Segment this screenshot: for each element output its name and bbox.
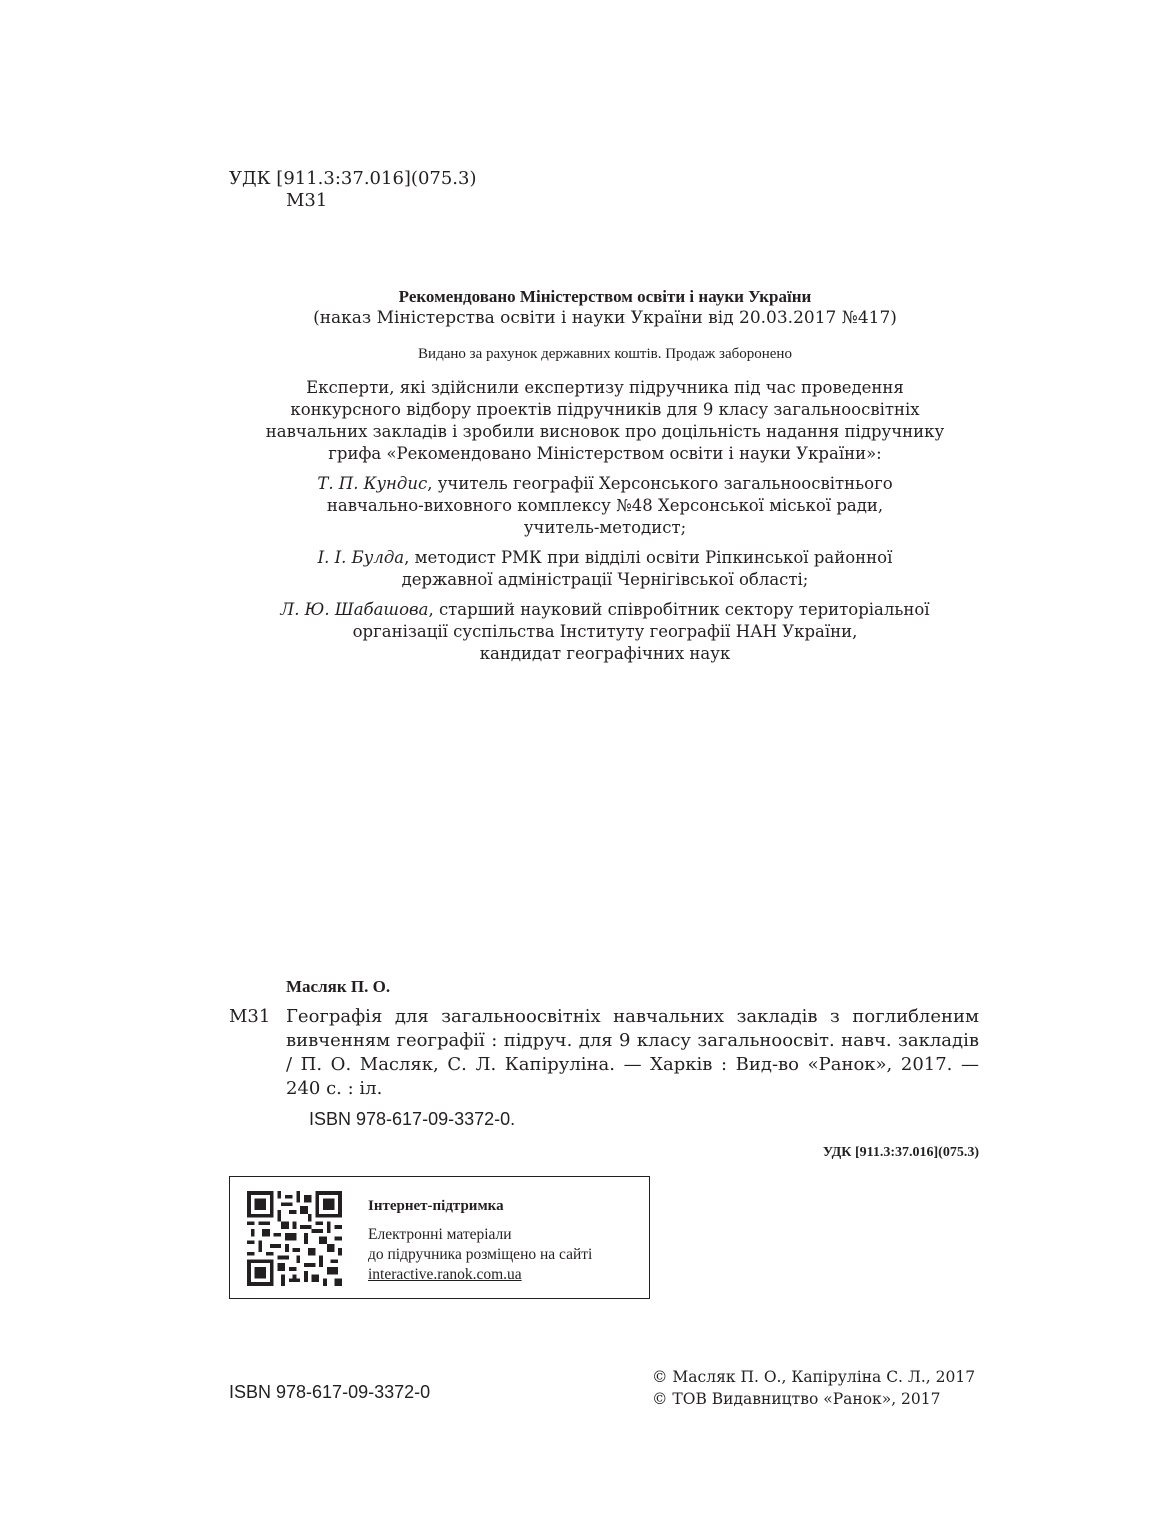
copyright-publisher: © ТОВ Видавництво «Ранок», 2017	[652, 1390, 941, 1408]
copyright-authors: © Масляк П. О., Капіруліна С. Л., 2017	[652, 1368, 976, 1386]
expert-entry: Т. П. Кундис, учитель географії Херсонського загальноосвітнього навчально-виховного комплексу №48 Херсонської міської ради, учитель-методист;	[317, 474, 893, 537]
udk-header	[229, 168, 477, 212]
udk-code: УДК [911.3:37.016](075.3)	[229, 168, 477, 189]
experts-intro: Експерти, які здійснили експертизу підручника під час проведення конкурсного відбору проектів підручників для 9 класу загальноосвітніх навчальних закладів і зробили висновок про доцільність надання підручнику грифа «Рекомендовано Міністерством освіти і науки України»:	[265, 378, 945, 463]
funding-note: Видано за рахунок державних коштів. Продаж заборонено	[418, 346, 792, 362]
record-description: Географія для загальноосвітніх навчальних закладів з поглибленим вивченням географії : підруч. для 9 класу загальноосвіт. навч. закладів / П. О. Масляк, С. Л. Капіруліна. — Харків : Вид-во «Ранок», 2017. — 240 с. : іл.	[286, 1006, 979, 1099]
qr-code-icon[interactable]	[247, 1191, 342, 1286]
internet-support-text	[368, 1197, 592, 1285]
expert-name: Т. П. Кундис	[317, 474, 428, 493]
recommendation-title: Рекомендовано Міністерством освіти і науки України	[398, 287, 812, 306]
recommendation-order: (наказ Міністерства освіти і науки України від 20.03.2017 №417)	[313, 308, 897, 328]
internet-support-box	[229, 1176, 650, 1299]
expert-entry: Л. Ю. Шабашова, старший науковий співробітник сектору територіальної організації суспільства Інституту географії НАН України, кандидат географічних наук	[280, 600, 930, 663]
internet-support-title: Інтернет-підтримка	[368, 1198, 504, 1214]
internet-support-line1: Електронні матеріали	[368, 1226, 512, 1243]
record-code: М31	[229, 1006, 271, 1027]
expert-entry: І. І. Булда, методист РМК при відділі освіти Ріпкинської районної державної адміністрації Чернігівської області;	[317, 548, 893, 589]
author-mark-code: М31	[286, 190, 328, 211]
expert-name: Л. Ю. Шабашова	[280, 600, 429, 619]
bibliographic-record	[229, 975, 989, 1165]
ministry-recommendation	[200, 287, 1010, 329]
record-udk: УДК [911.3:37.016](075.3)	[822, 1145, 979, 1160]
expert-name: І. І. Булда	[317, 548, 405, 567]
internet-support-line2: до підручника розміщено на сайті	[368, 1246, 593, 1263]
isbn-footer: ISBN 978-617-09-3372-0	[229, 1382, 431, 1402]
record-author: Масляк П. О.	[286, 977, 391, 996]
internet-support-link[interactable]: interactive.ranok.com.ua	[368, 1266, 522, 1283]
copyright-notice	[652, 1366, 975, 1410]
record-isbn: ISBN 978-617-09-3372-0.	[309, 1109, 516, 1129]
experts-section	[180, 377, 1030, 665]
